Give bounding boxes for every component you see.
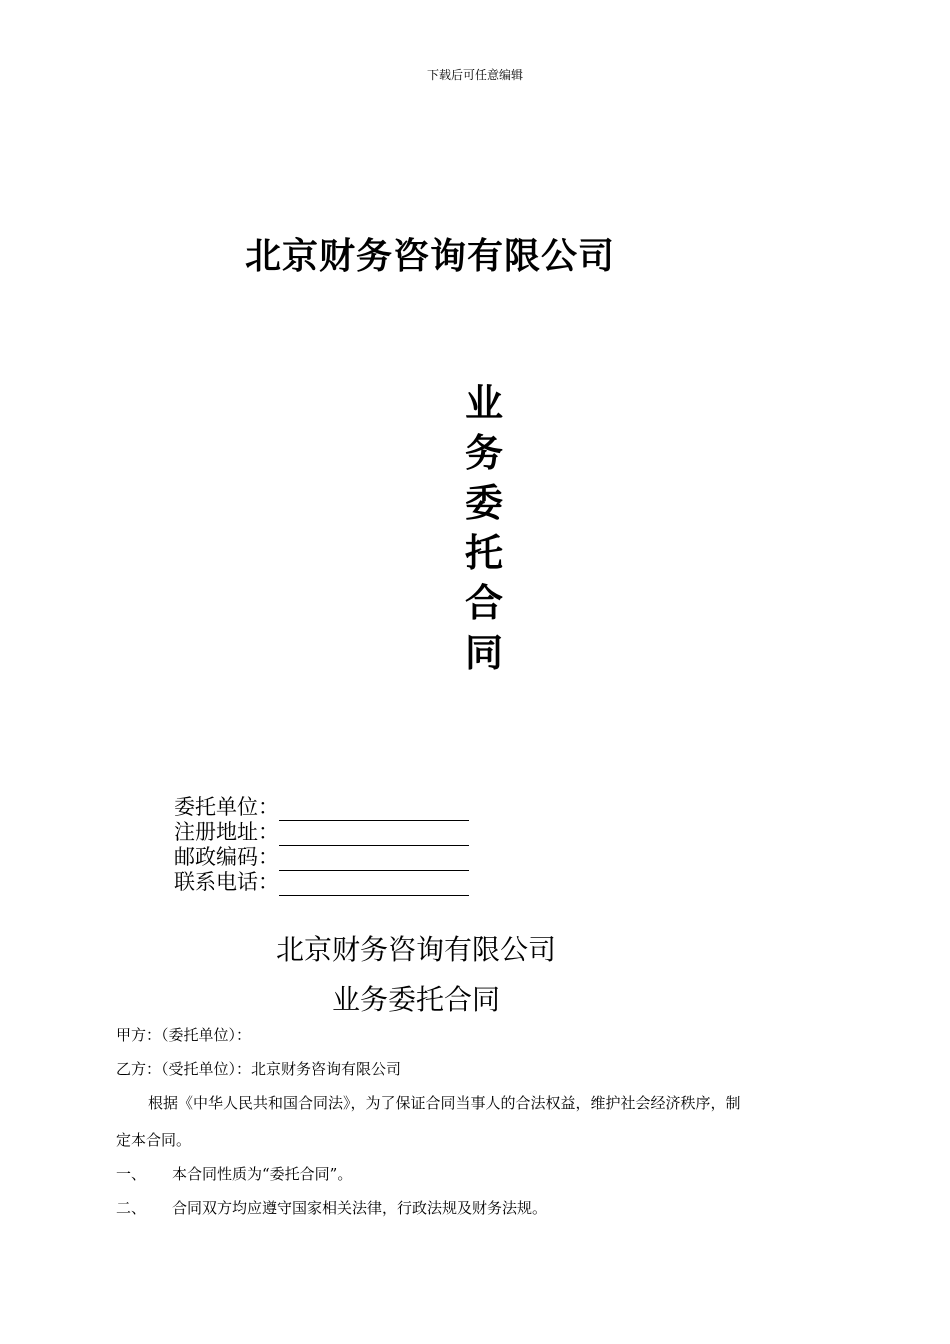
vertical-title-char: 务 (464, 431, 503, 475)
contract-vertical-title (462, 378, 506, 678)
party-b-line: 乙方：（受托单位）：北京财务咨询有限公司 (116, 1060, 402, 1078)
fill-in-blank[interactable] (279, 875, 469, 896)
vertical-title-char: 托 (464, 531, 503, 575)
vertical-title-char: 合 (464, 581, 503, 625)
fill-in-blank[interactable] (279, 825, 469, 846)
fill-in-blank[interactable] (279, 800, 469, 821)
company-title: 北京财务咨询有限公司 (245, 236, 616, 277)
clause-text: 本合同性质为“委托合同”。 (172, 1165, 353, 1183)
fill-in-blank[interactable] (279, 850, 469, 871)
field-phone (174, 871, 469, 896)
clause-number: 二、 (116, 1199, 147, 1217)
section-company-heading: 北京财务咨询有限公司 (275, 933, 556, 966)
vertical-title-char: 委 (464, 481, 503, 525)
section-contract-heading: 业务委托合同 (331, 983, 500, 1016)
client-info-fields (174, 796, 469, 896)
field-label: 联系电话： (174, 870, 279, 894)
vertical-title-char: 同 (464, 631, 503, 675)
clause-text: 合同双方均应遵守国家相关法律，行政法规及财务法规。 (172, 1199, 548, 1217)
clause-item (116, 1197, 547, 1218)
clause-number: 一、 (116, 1165, 147, 1183)
clause-item (116, 1163, 352, 1184)
field-label: 注册地址： (174, 820, 279, 844)
field-label: 委托单位： (174, 795, 279, 819)
preamble-line-1: 根据《中华人民共和国合同法》，为了保证合同当事人的合法权益，维护社会经济秩序，制 (148, 1094, 741, 1112)
field-label: 邮政编码： (174, 845, 279, 869)
party-a-line: 甲方：（委托单位）： (116, 1026, 252, 1044)
header-note: 下载后可任意编辑 (426, 68, 523, 82)
vertical-title-char: 业 (464, 381, 503, 425)
preamble-line-2: 定本合同。 (116, 1131, 192, 1149)
